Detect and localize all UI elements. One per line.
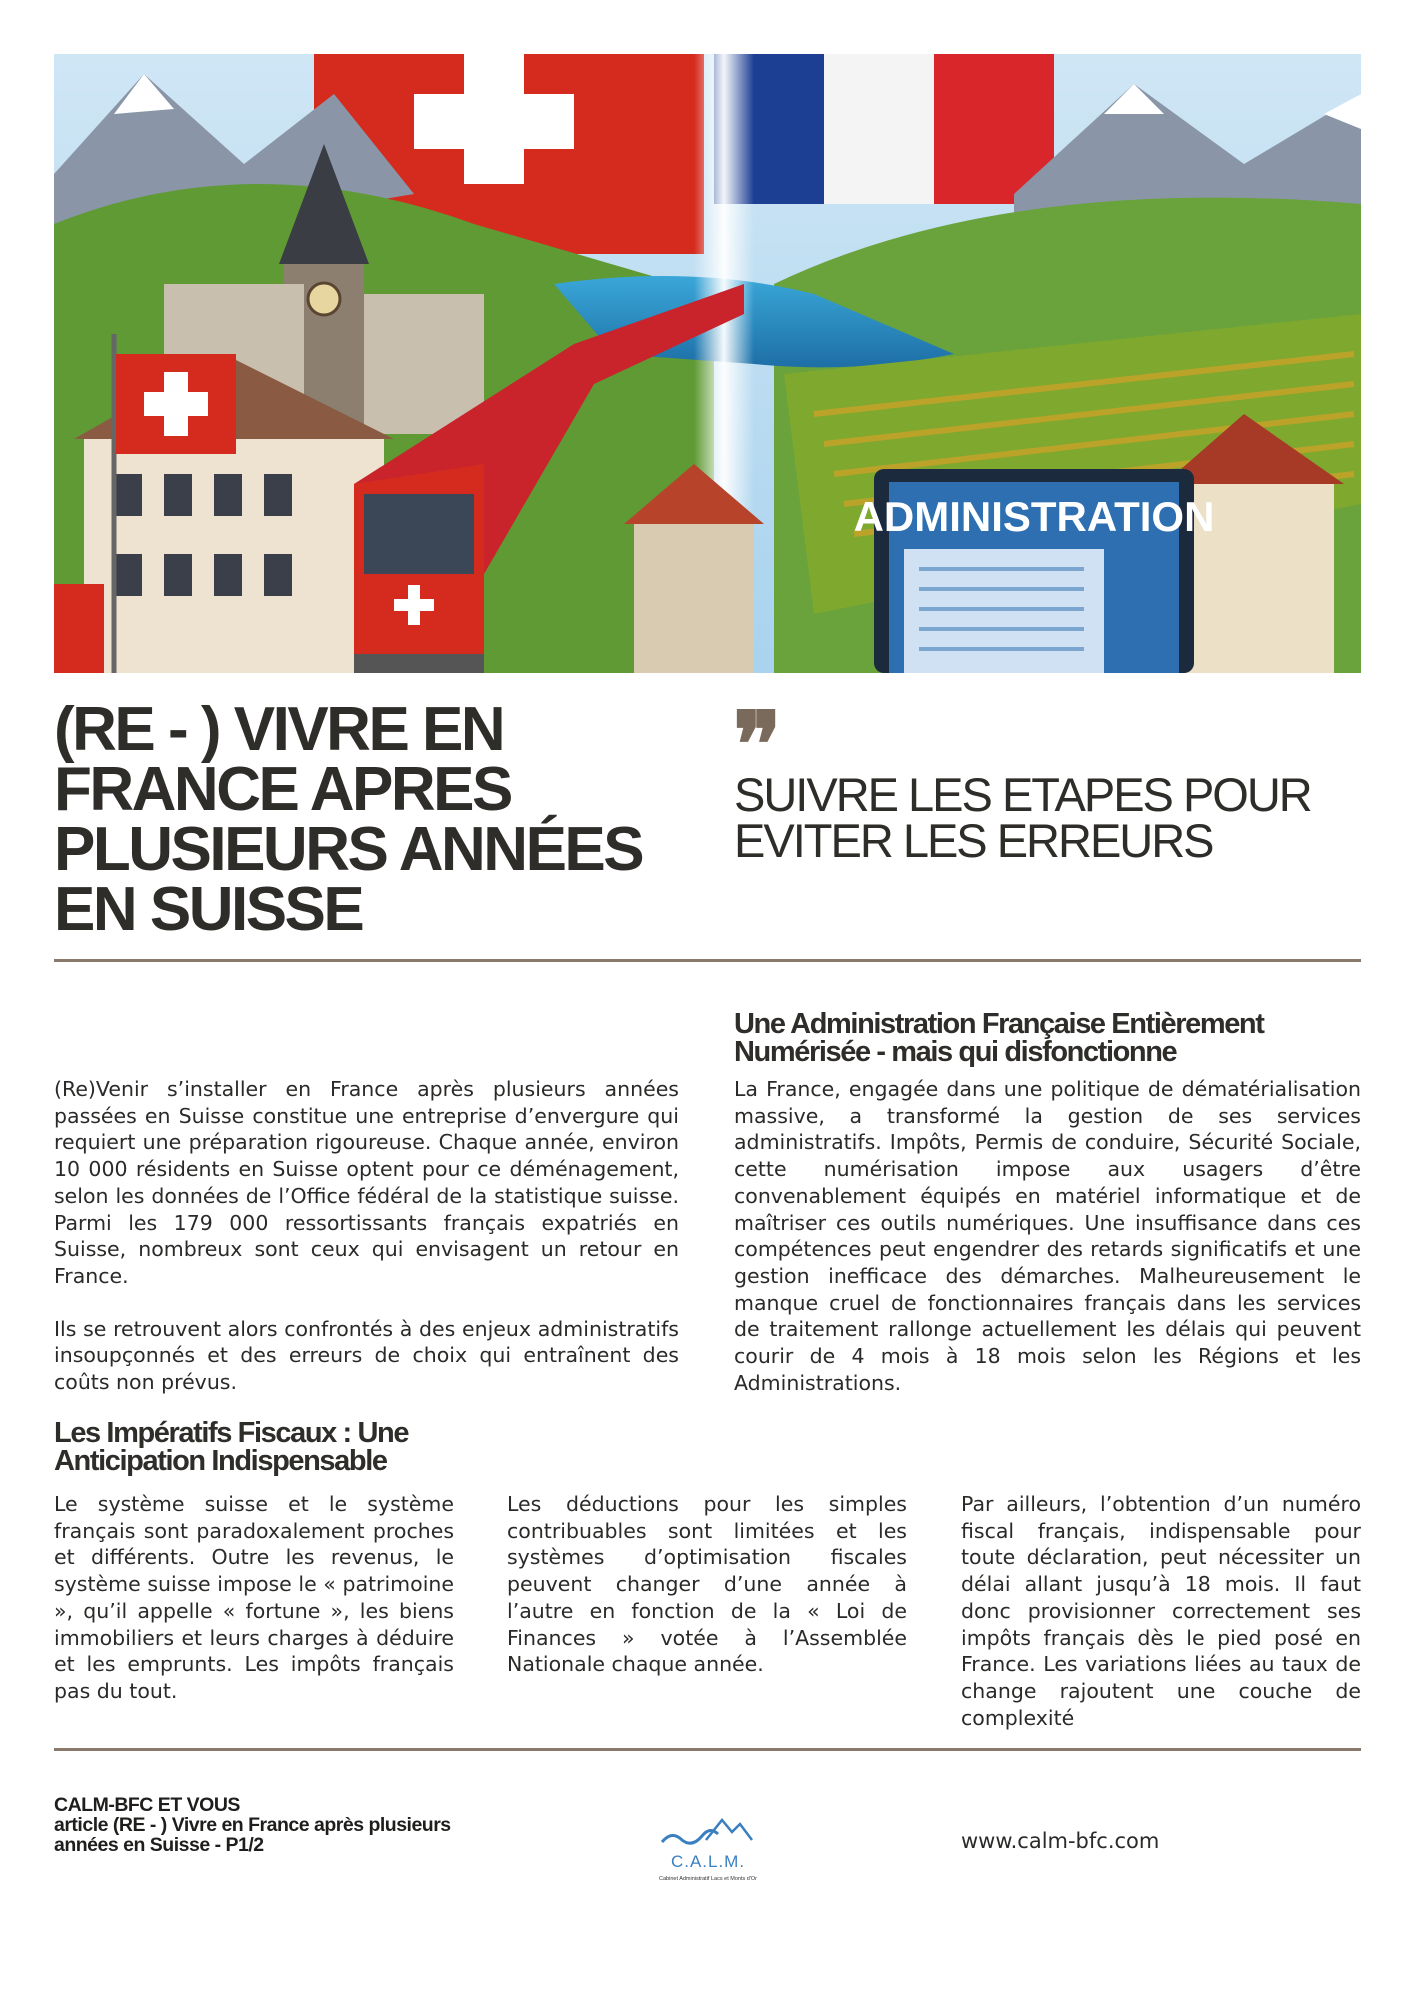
divider-top — [54, 959, 1361, 962]
intro-section — [54, 1076, 679, 1422]
hero-image — [54, 54, 1361, 673]
website-link[interactable]: www.calm-bfc.com — [961, 1829, 1160, 1853]
intro-paragraph-1: (Re)Venir s’installer en France après plusieurs années passées en Suisse constitue une entreprise d’envergure qui requiert une préparation rigoureuse. Chaque année, environ 10 000 résidents en Suisse optent pour ce déménagement, selon les données de l’Office fédéral de la statistique suisse. Parmi les 179 000 ressortissants français expatriés en Suisse, nombreux sont ceux qui envisagent un retour en France. — [54, 1077, 679, 1288]
fiscal-column-1: Le système suisse et le système français sont paradoxalement proches et différents. Outre les revenus, le système suisse impose le « patrimoine », qu’il appelle « fortune », les biens immobiliers et leurs charges à déduire et les emprunts. Les impôts français pas du tout. — [54, 1492, 454, 1703]
admin-heading: Une Administration Française Entièrement Numérisée - mais qui disfonctionne — [734, 1008, 1264, 1068]
footer-brand: CALM-BFC ET VOUS — [54, 1794, 240, 1816]
page-title: (RE - ) VIVRE EN FRANCE APRES PLUSIEURS ANNÉES EN SUISSE — [54, 695, 643, 944]
footer-credit — [54, 1795, 474, 1855]
hero-screen-label: ADMINISTRATION — [853, 493, 1215, 540]
calm-logo — [648, 1810, 768, 1890]
logo-text: C.A.L.M. — [670, 1852, 746, 1871]
subtitle: SUIVRE LES ETAPES POUR EVITER LES ERREURS — [734, 768, 1311, 867]
admin-body: La France, engagée dans une politique de dématérialisation massive, a transformé la gestion de ses services administratifs. Impôts, Permis de conduire, Sécurité Sociale, cette numérisation impose aux usagers d’être convenablement équipés en matériel informatique et de maîtriser ces outils numériques. Une insuffisance dans ces compétences peut engendrer des retards significatifs et une gestion inefficace des démarches. Malheureusement le manque cruel de fonctionnaires français dans les services de traitement rallonge actuellement les délais qui peuvent courir de 4 mois à 18 mois selon les Régions et les Administrations. — [734, 1077, 1361, 1395]
wave-mountain-icon — [648, 1810, 768, 1854]
quote-icon: ❞ — [733, 692, 782, 798]
fiscal-heading: Les Impératifs Fiscaux : Une Anticipation Indispensable — [54, 1417, 409, 1477]
divider-bottom — [54, 1748, 1361, 1751]
fiscal-column-2: Les déductions pour les simples contribuables sont limitées et les systèmes d’optimisation fiscales peuvent changer d’une année à l’autre en fonction de la « Loi de Finances » votée à l’Assemblée Nationale chaque année. — [507, 1492, 907, 1677]
footer-article: article (RE - ) Vivre en France après plusieurs années en Suisse - P1/2 — [54, 1814, 451, 1856]
intro-paragraph-2: Ils se retrouvent alors confrontés à des enjeux administratifs insoupçonnés et des erreurs de choix qui entraînent des coûts non prévus. — [54, 1316, 679, 1395]
logo-subtext: Cabinet Administratif Lacs et Monts d'Or — [659, 1876, 757, 1882]
fiscal-column-3: Par ailleurs, l’obtention d’un numéro fiscal français, indispensable pour toute déclaration, peut nécessiter un délai allant jusqu’à 18 mois. Il faut donc provisionner correctement ses impôts français dès le pied posé en France. Les variations liées au taux de change rajoutent une couche de complexité — [961, 1492, 1361, 1730]
hero-illustration — [54, 54, 1361, 673]
